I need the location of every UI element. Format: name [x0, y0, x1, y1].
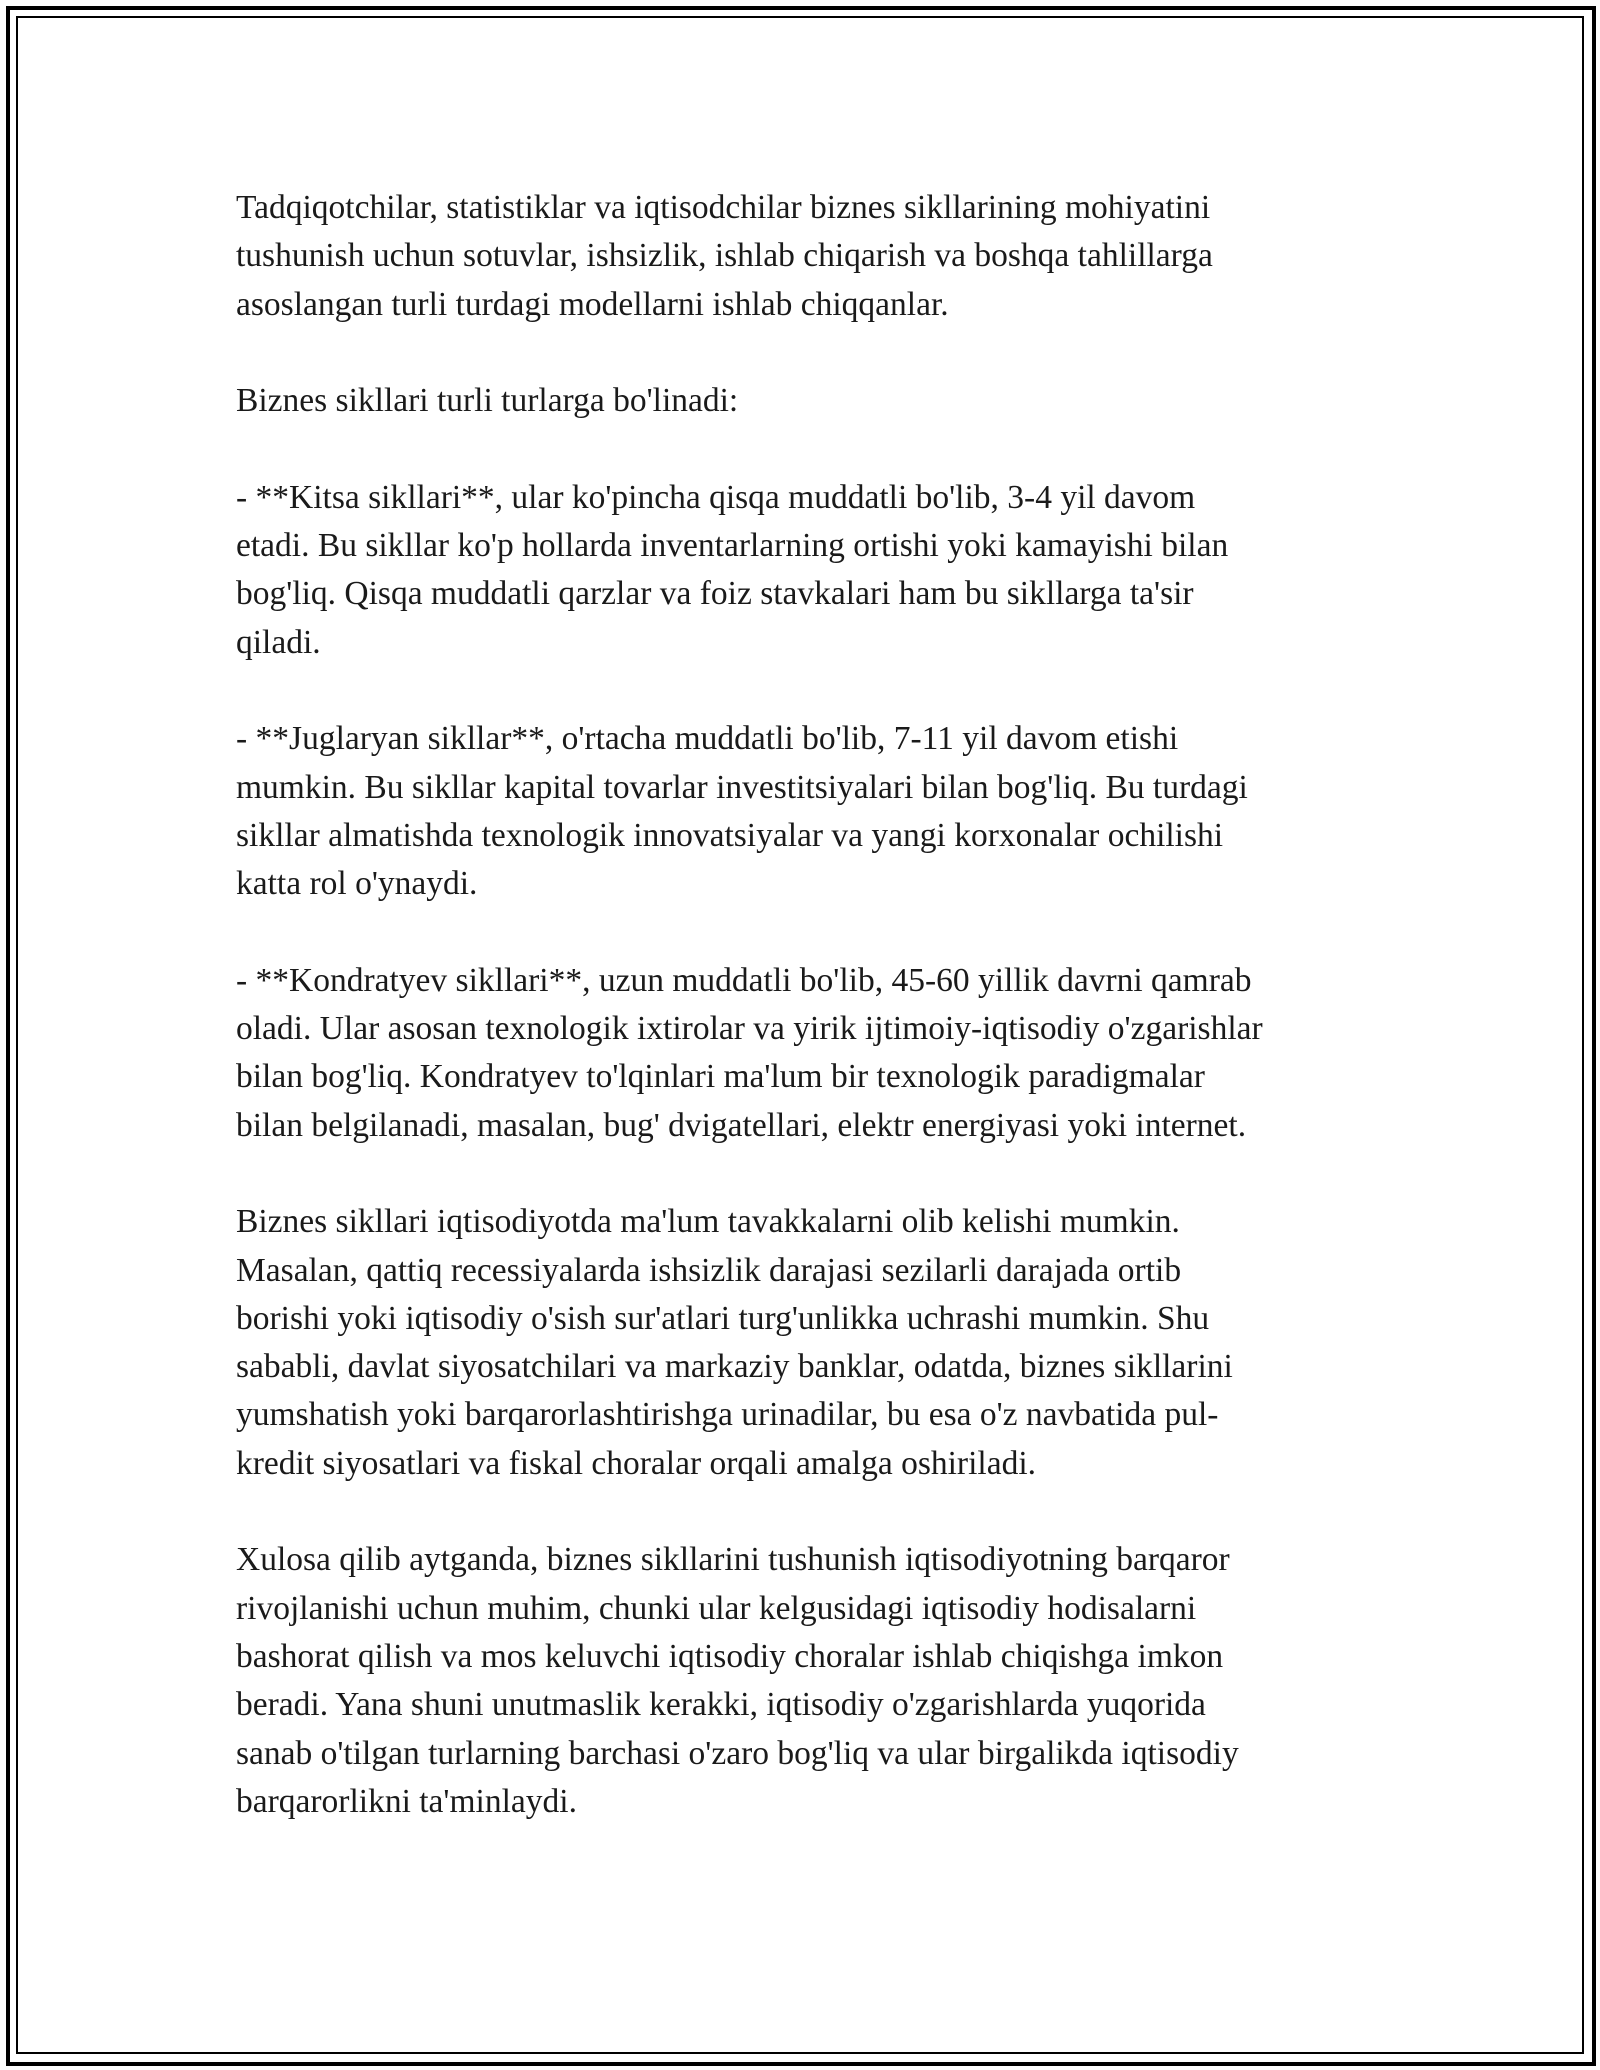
paragraph-types-heading: Biznes sikllari turli turlarga bo'linadi: [236, 382, 739, 420]
document-body [236, 184, 1366, 1826]
paragraph-intro: Tadqiqotchilar, statistiklar va iqtisodchilar biznes sikllarining mohiyatini tushunish uchun sotuvlar, ishsizlik, ishlab chiqarish va boshqa tahlillarga asoslangan turli turdagi modellarni ishlab chiqqanlar. [236, 189, 1213, 323]
paragraph-risks: Biznes sikllari iqtisodiyotda ma'lum tavakkalarni olib kelishi mumkin. Masalan, qattiq recessiyalarda ishsizlik darajasi sezilarli darajada ortib borishi yoki iqtisodiy o'sish sur'atlari turg'unlikka uchrashi mumkin. Shu sababli, davlat siyosatchilari va markaziy banklar, odatda, biznes sikllarini yumshatish yoki barqarorlashtirishga urinadilar, bu esa o'z navbatida pul- kredit siyosatlari va fiskal choralar orqali amalga oshiriladi. [236, 1203, 1233, 1482]
list-item-kondratiev-cycles: - **Kondratyev sikllari**, uzun muddatli bo'lib, 45-60 yillik davrni qamrab oladi. Ular asosan texnologik ixtirolar va yirik ijtimoiy-iqtisodiy o'zgarishlar bilan bog'liq. Kondratyev to'lqinlari ma'lum bir texnologik paradigmalar bilan belgilanadi, masalan, bug' dvigatellari, elektr energiyasi yoki internet. [236, 961, 1263, 1144]
list-item-kitsa-cycles: - **Kitsa sikllari**, ular ko'pincha qisqa muddatli bo'lib, 3-4 yil davom etadi. Bu sikllar ko'p hollarda inventarlarning ortishi yoki kamayishi bilan bog'liq. Qisqa muddatli qarzlar va foiz stavkalari ham bu sikllarga ta'sir qiladi. [236, 478, 1229, 661]
list-item-juglar-cycles: - **Juglaryan sikllar**, o'rtacha muddatli bo'lib, 7-11 yil davom etishi mumkin. Bu sikllar kapital tovarlar investitsiyalari bilan bog'liq. Bu turdagi sikllar almatishda texnologik innovatsiyalar va yangi korxonalar ochilishi katta rol o'ynaydi. [236, 720, 1248, 903]
paragraph-conclusion: Xulosa qilib aytganda, biznes sikllarini tushunish iqtisodiyotning barqaror rivojlanishi uchun muhim, chunki ular kelgusidagi iqtisodiy hodisalarni bashorat qilish va mos keluvchi iqtisodiy choralar ishlab chiqishga imkon beradi. Yana shuni unutmaslik kerakki, iqtisodiy o'zgarishlarda yuqorida sanab o'tilgan turlarning barchasi o'zaro bog'liq va ular birgalikda iqtisodiy barqarorlikni ta'minlaydi. [236, 1541, 1239, 1820]
